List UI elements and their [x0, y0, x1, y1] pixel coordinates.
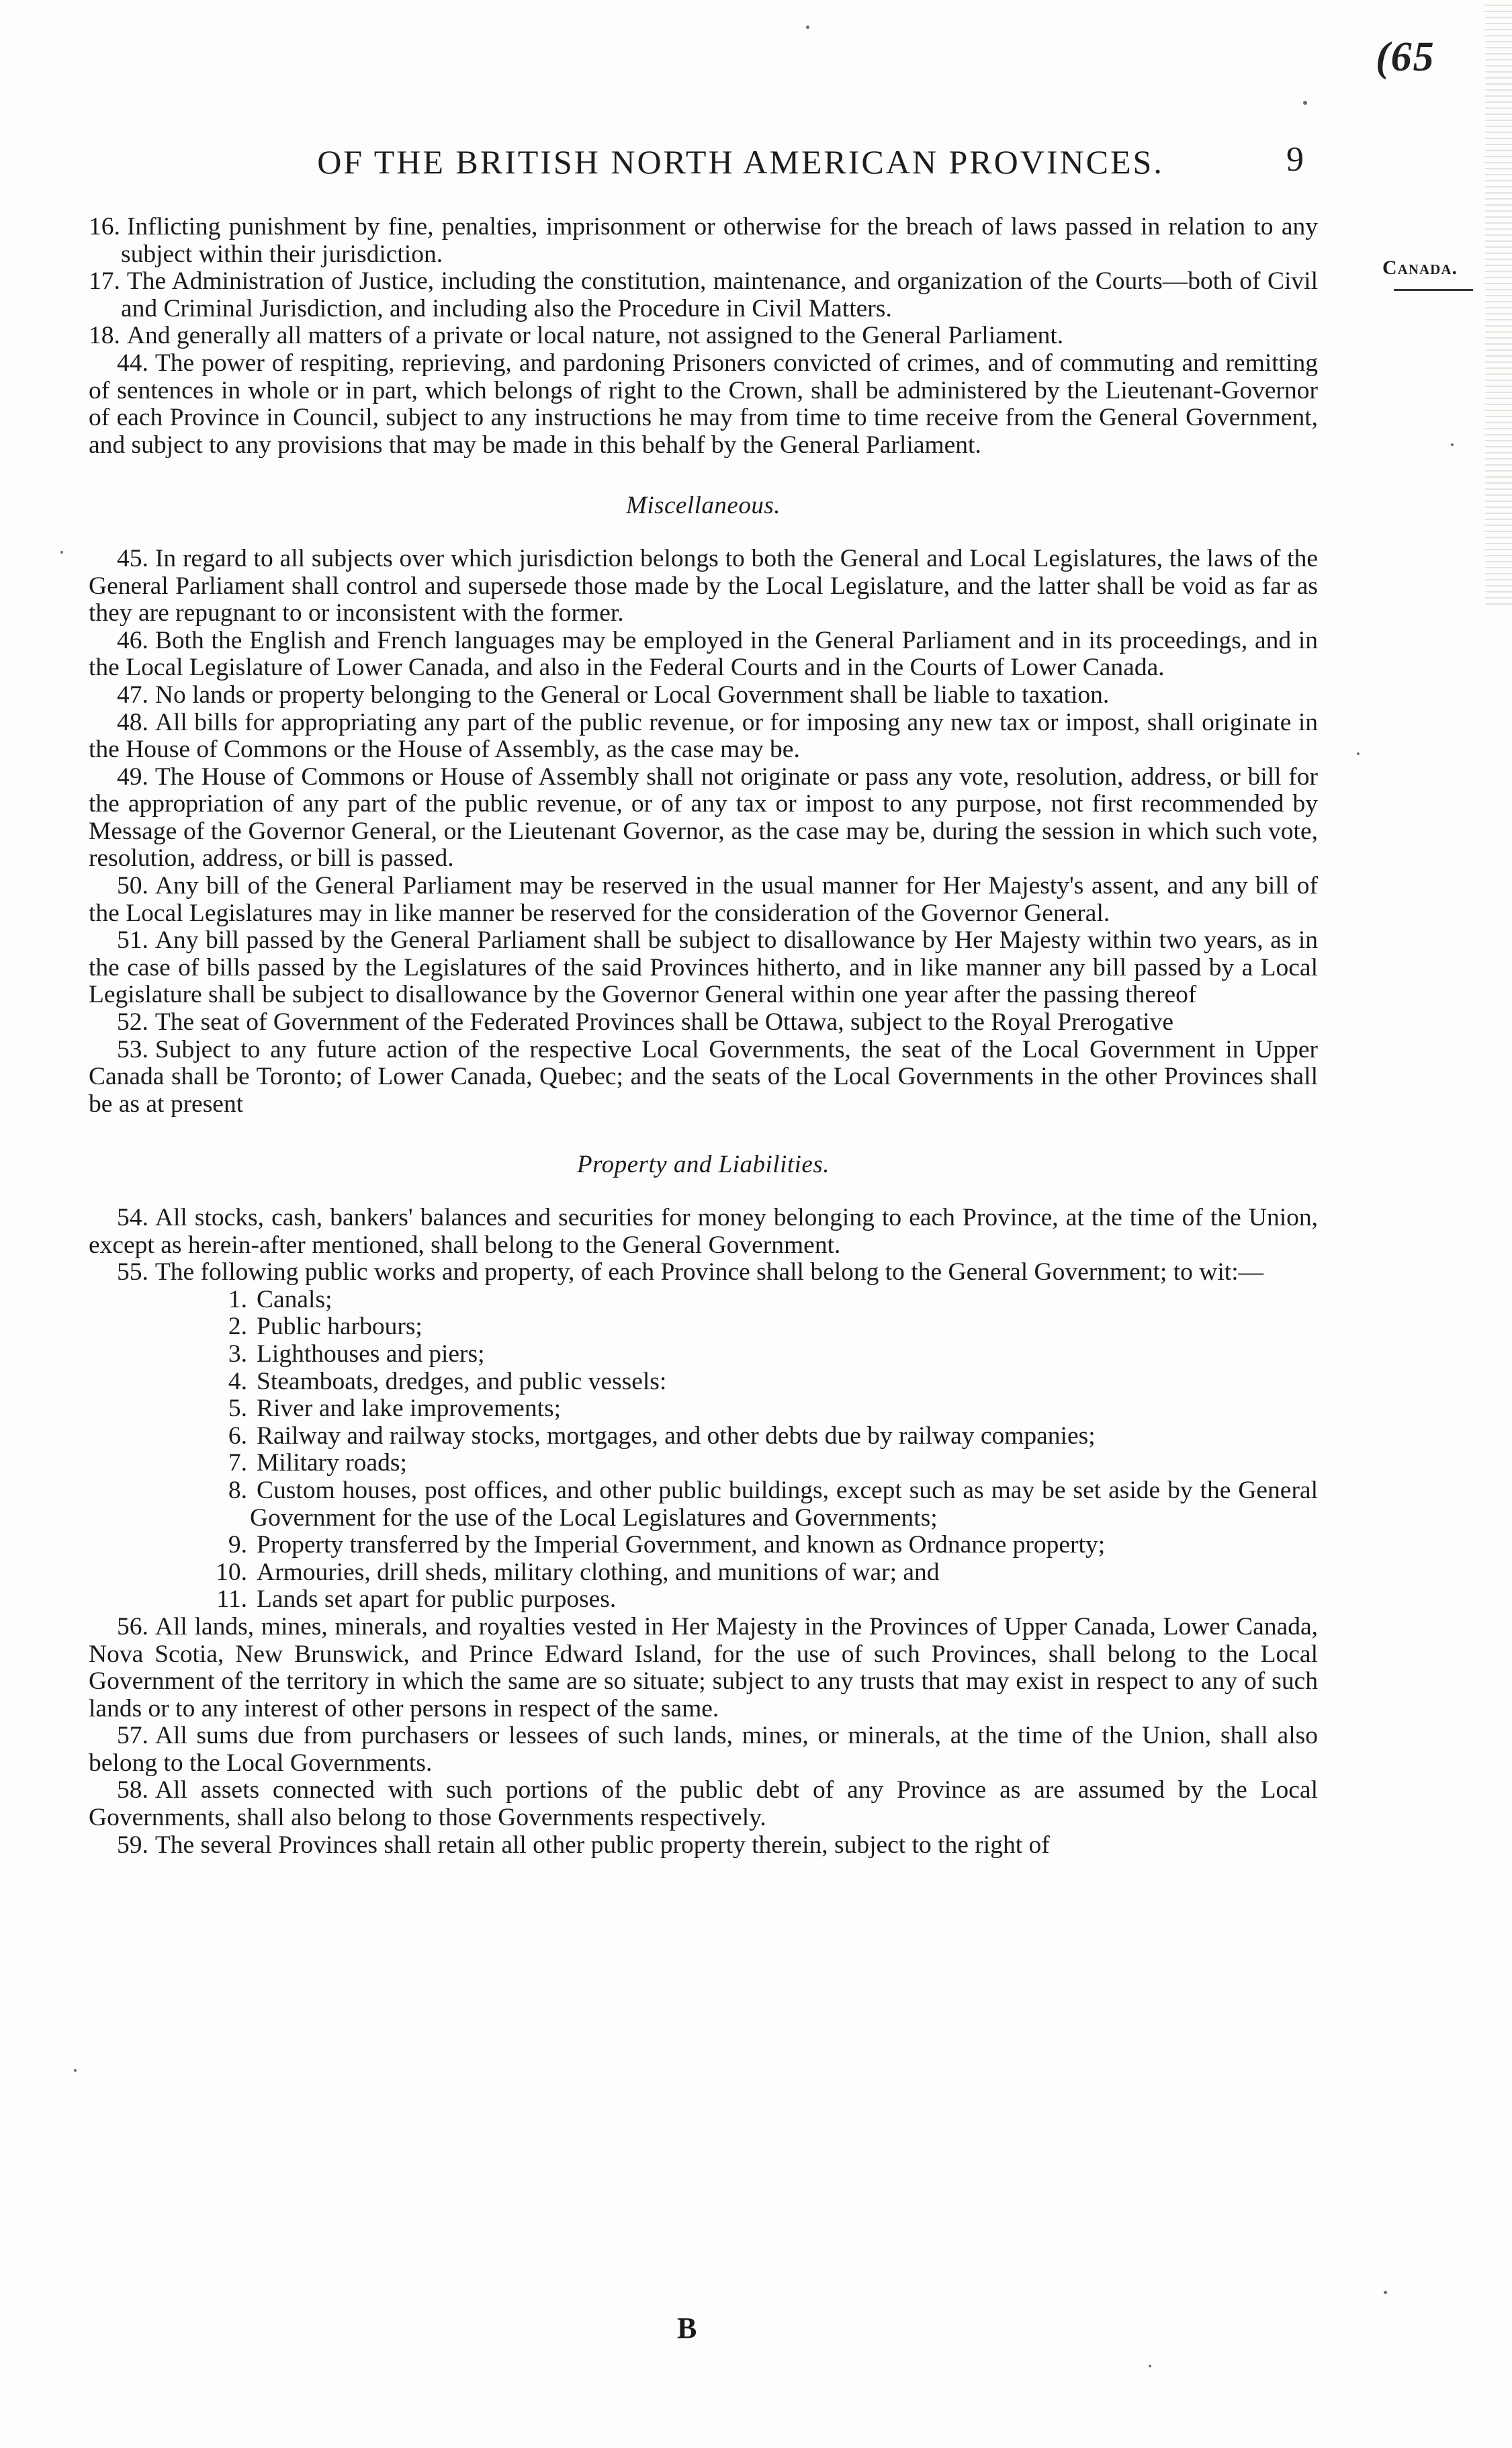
- paragraph-number: 47.: [117, 681, 148, 709]
- paragraph-text: In regard to all subjects over which jurisdiction belongs to both the General and Local Legislatures, the laws of the General Parliament shall control and supersede those made by the Local Legislature, and the latter shall be void as far as they are repugnant to or inconsistent with the former.: [89, 544, 1318, 627]
- list-item-text: Property transferred by the Imperial Government, and known as Ordnance property;: [257, 1531, 1106, 1559]
- paragraph-text: Subject to any future action of the respective Local Governments, the seat of the Local Government in Upper Canada shall be Toronto; of Lower Canada, Quebec; and the seats of the Local Governments in the other Provinces shall be as at present: [89, 1035, 1318, 1118]
- paragraph-text: Any bill passed by the General Parliament shall be subject to disallowance by Her Majesty within two years, as in the case of bills passed by the Legislatures of the said Provinces hitherto, and in like manner any bill passed by a Local Legislature shall be subject to disallowance by the Governor General within one year after the passing thereof: [89, 926, 1318, 1009]
- paragraph-text: The several Provinces shall retain all other public property therein, subject to the right of: [154, 1831, 1050, 1859]
- paragraph-text: All lands, mines, minerals, and royalties vested in Her Majesty in the Provinces of Upper Canada, Lower Canada, Nova Scotia, New Brunswick, and Prince Edward Island, for the use of such Provinces, shall belong to the Local Government of the territory in which the same are so situate; subject to any trusts that may exist in respect to any of such lands or to any interest of other persons in respect of the same.: [89, 1612, 1318, 1722]
- list-item-text: Armouries, drill sheds, military clothing, and munitions of war; and: [257, 1558, 940, 1586]
- paragraph-text: All stocks, cash, bankers' balances and securities for money belonging to each Province, at the time of the Union, except as herein-after mentioned, shall belong to the General Government.: [89, 1204, 1318, 1259]
- paragraph-number: 58.: [117, 1776, 148, 1804]
- paragraph-58: [89, 1777, 1318, 1831]
- list-item-number: 8.: [228, 1476, 247, 1504]
- subsection-text: Inflicting punishment by fine, penalties, imprisonment or otherwise for the breach of laws passed in relation to any subject within their jurisdiction.: [121, 213, 1318, 268]
- scan-speck: [74, 2069, 77, 2072]
- paragraph-48: [89, 709, 1318, 764]
- paragraph-47: [89, 682, 1318, 709]
- subsection-17: [89, 268, 1318, 322]
- paragraph-text: No lands or property belonging to the General or Local Government shall be liable to taxation.: [154, 681, 1110, 709]
- paragraph-54: [89, 1205, 1318, 1259]
- list-item: [89, 1368, 1318, 1396]
- list-item: [89, 1477, 1318, 1532]
- list-item: [89, 1313, 1318, 1341]
- paragraph-text: Both the English and French languages may be employed in the General Parliament and in its proceedings, and in the Local Legislature of Lower Canada, and also in the Federal Courts and in the Courts of Lower Canada.: [89, 626, 1318, 682]
- scan-speck: [1357, 752, 1360, 755]
- list-item-number: 9.: [228, 1531, 247, 1559]
- list-item: [89, 1341, 1318, 1368]
- paragraph-number: 54.: [117, 1204, 148, 1231]
- paragraph-56: [89, 1614, 1318, 1722]
- list-item: [89, 1450, 1318, 1477]
- scan-speck: [806, 26, 809, 29]
- list-item-number: 3.: [228, 1340, 247, 1368]
- list-item-number: 4.: [228, 1367, 247, 1395]
- handwritten-folio-mark: (65: [1376, 34, 1435, 80]
- list-item: [89, 1395, 1318, 1423]
- subsection-number: 18.: [89, 322, 120, 350]
- page-edge-shadow: [1485, 0, 1512, 605]
- paragraph-52: [89, 1009, 1318, 1037]
- paragraph-number: 53.: [117, 1035, 148, 1063]
- list-item-text: Steamboats, dredges, and public vessels:: [257, 1367, 667, 1395]
- running-head: OF THE BRITISH NORTH AMERICAN PROVINCES.: [317, 143, 1164, 181]
- paragraph-number: 51.: [117, 926, 148, 955]
- list-item-text: Canals;: [257, 1285, 332, 1313]
- paragraph-51: [89, 927, 1318, 1009]
- list-item-text: Lands set apart for public purposes.: [257, 1585, 617, 1614]
- section-title-property: Property and Liabilities.: [577, 1151, 830, 1179]
- paragraph-number: 45.: [117, 544, 148, 572]
- list-item-number: 2.: [228, 1313, 247, 1341]
- list-item: [89, 1559, 1318, 1587]
- list-item: [89, 1423, 1318, 1450]
- paragraph-number: 52.: [117, 1008, 148, 1037]
- paragraph-46: [89, 627, 1318, 682]
- subsection-18: [89, 322, 1318, 350]
- public-works-list: [89, 1286, 1318, 1614]
- document-body: [89, 214, 1318, 1859]
- scan-speck: [60, 551, 63, 554]
- paragraph-text: The following public works and property, of each Province shall belong to the General Government; to wit:—: [154, 1258, 1264, 1286]
- list-item-text: River and lake improvements;: [257, 1395, 562, 1423]
- list-item-text: Public harbours;: [257, 1313, 423, 1341]
- paragraph-number: 57.: [117, 1722, 148, 1750]
- paragraph-text: All assets connected with such portions of the public debt of any Province as are assumed by the Local Governments, shall also belong to those Governments respectively.: [89, 1776, 1318, 1832]
- paragraph-text: The seat of Government of the Federated Provinces shall be Ottawa, subject to the Royal Prerogative: [154, 1008, 1174, 1037]
- list-item: [89, 1586, 1318, 1614]
- paragraph-53: [89, 1037, 1318, 1119]
- paragraph-number: 46.: [117, 626, 148, 654]
- paragraph-number: 48.: [117, 708, 148, 736]
- list-item: [89, 1286, 1318, 1314]
- paragraph-45: [89, 545, 1318, 627]
- scan-speck: [1303, 101, 1307, 105]
- paragraph-number: 49.: [117, 762, 148, 791]
- paragraph-57: [89, 1722, 1318, 1777]
- subsection-16: [89, 214, 1318, 268]
- list-item-number: 1.: [228, 1285, 247, 1313]
- signature-mark: B: [677, 2312, 697, 2345]
- list-item-text: Lighthouses and piers;: [257, 1340, 485, 1368]
- margin-label: Canada.: [1382, 257, 1458, 279]
- list-item: [89, 1532, 1318, 1559]
- subsection-text: And generally all matters of a private or local nature, not assigned to the General Parliament.: [126, 322, 1064, 350]
- paragraph-number: 56.: [117, 1612, 148, 1641]
- subsection-number: 17.: [89, 267, 120, 296]
- paragraph-number: 50.: [117, 872, 148, 900]
- subsection-number: 16.: [89, 213, 120, 241]
- list-item-number: 10.: [216, 1558, 247, 1586]
- list-item-text: Custom houses, post offices, and other public buildings, except such as may be set aside by the General Government for the use of the Local Legislatures and Governments;: [250, 1476, 1318, 1532]
- paragraph-44: [89, 350, 1318, 459]
- paragraph-text: The power of respiting, reprieving, and pardoning Prisoners convicted of crimes, and of commuting and remitting of sentences in whole or in part, which belongs of right to the Crown, shall be administered by the Lieutenant-Governor of each Province in Council, subject to any instructions he may from time to time receive from the General Government, and subject to any provisions that may be made in this behalf by the General Parliament.: [89, 349, 1318, 459]
- paragraph-text: Any bill of the General Parliament may be reserved in the usual manner for Her Majesty's assent, and any bill of the Local Legislatures may in like manner be reserved for the consideration of the Governor General.: [89, 872, 1318, 927]
- list-item-number: 6.: [228, 1422, 247, 1450]
- page-number: 9: [1286, 140, 1304, 179]
- paragraph-50: [89, 873, 1318, 927]
- paragraph-number: 59.: [117, 1831, 148, 1859]
- paragraph-59: [89, 1832, 1318, 1860]
- paragraph-49: [89, 764, 1318, 873]
- paragraph-number: 44.: [117, 349, 148, 377]
- paragraph-text: All sums due from purchasers or lessees of such lands, mines, or minerals, at the time of the Union, shall also belong to the Local Governments.: [89, 1722, 1318, 1777]
- paragraph-text: The House of Commons or House of Assembly shall not originate or pass any vote, resolution, address, or bill for the appropriation of any part of the public revenue, or of any tax or impost to any purpose, not first recommended by Message of the Governor General, or the Lieutenant Governor, as the case may be, during the session in which such vote, resolution, address, or bill is passed.: [89, 762, 1318, 873]
- scan-speck: [1384, 2291, 1387, 2294]
- list-item-text: Military roads;: [257, 1449, 407, 1477]
- list-item-number: 11.: [216, 1585, 247, 1614]
- scan-speck: [1149, 2365, 1151, 2367]
- paragraph-text: All bills for appropriating any part of the public revenue, or for imposing any new tax or impost, shall originate in the House of Commons or the House of Assembly, as the case may be.: [89, 708, 1318, 764]
- paragraph-number: 55.: [117, 1258, 148, 1286]
- scan-speck: [1451, 443, 1454, 446]
- list-item-number: 7.: [228, 1449, 247, 1477]
- subsection-text: The Administration of Justice, including the constitution, maintenance, and organization of the Courts—both of Civil and Criminal Jurisdiction, and including also the Procedure in Civil Matters.: [121, 267, 1318, 322]
- list-item-text: Railway and railway stocks, mortgages, and other debts due by railway companies;: [257, 1422, 1096, 1450]
- paragraph-55: [89, 1259, 1318, 1286]
- list-item-number: 5.: [228, 1395, 247, 1423]
- margin-rule: [1394, 289, 1473, 291]
- section-title-miscellaneous: Miscellaneous.: [626, 492, 781, 520]
